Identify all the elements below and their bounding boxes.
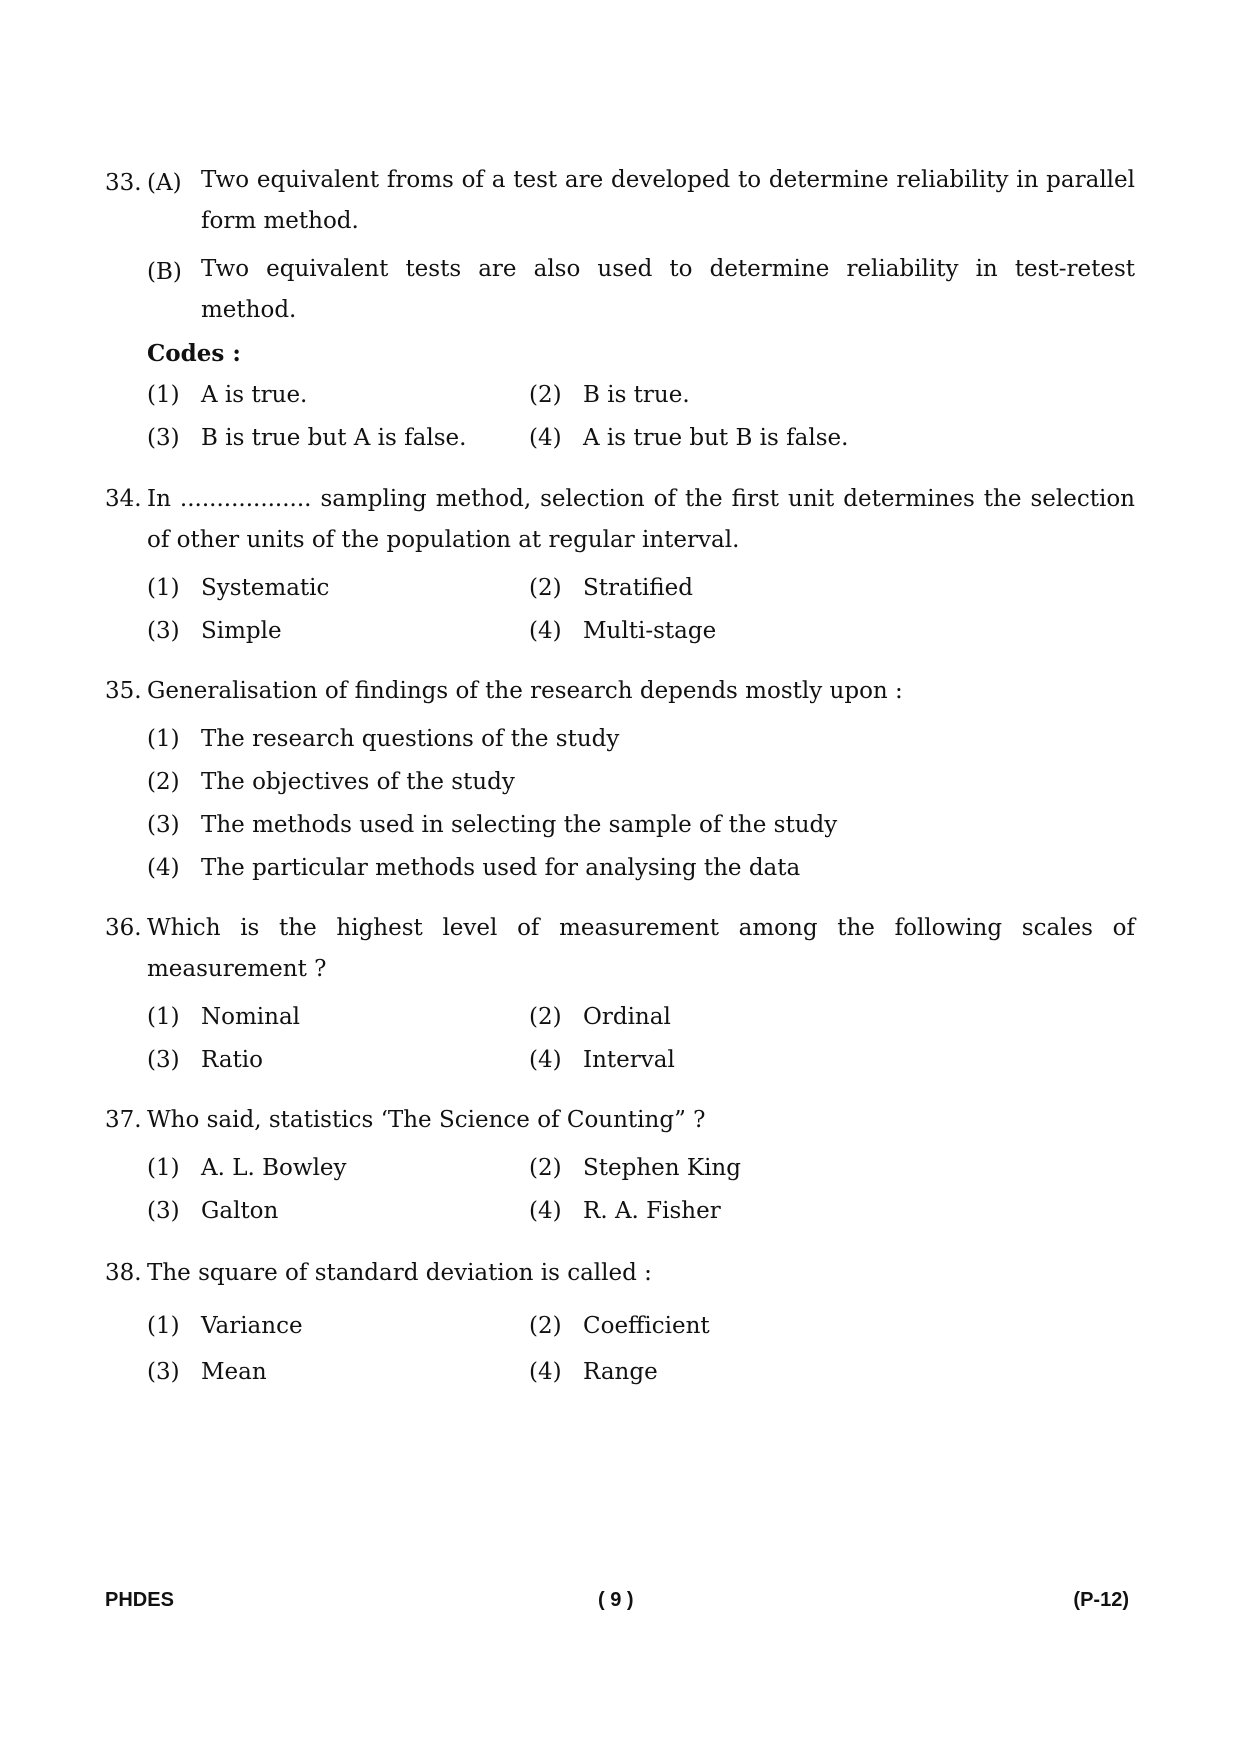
- question-number: 33.: [105, 170, 142, 196]
- options-row: [105, 610, 1135, 653]
- option-number: (4): [529, 1198, 562, 1224]
- option-number: (2): [147, 769, 180, 795]
- option-number: (4): [529, 1047, 562, 1073]
- question-33-body: [105, 160, 1135, 460]
- option-number: (2): [529, 382, 562, 408]
- codes-label: Codes :: [147, 340, 241, 367]
- option-number: (2): [529, 575, 562, 601]
- question-number: 36.: [105, 915, 142, 941]
- option-number: (3): [147, 1047, 180, 1073]
- option-text: R. A. Fisher: [583, 1198, 721, 1224]
- option-number: (1): [147, 1313, 180, 1339]
- option-number: (3): [147, 1198, 180, 1224]
- option-text: B is true but A is false.: [201, 425, 467, 451]
- question-text: Which is the highest level of measurement among the following scales of measurement ?: [147, 915, 1135, 982]
- question-text: Who said, statistics ‘The Science of Counting” ?: [147, 1107, 706, 1133]
- option-text: Coefficient: [583, 1313, 710, 1339]
- option-number: (1): [147, 1155, 180, 1181]
- question-36: [105, 908, 1135, 1082]
- options-row: [105, 417, 1135, 460]
- option-number: (2): [529, 1155, 562, 1181]
- option-number: (3): [147, 618, 180, 644]
- question-text: In .................. sampling method, selection of the first unit determines the selection of other units of the population at regular interval.: [147, 486, 1135, 553]
- statement-label: (B): [147, 259, 182, 285]
- option-text: A is true but B is false.: [583, 425, 849, 451]
- statement-b: [105, 249, 1135, 331]
- option-text: Nominal: [201, 1004, 301, 1030]
- option-text: Ordinal: [583, 1004, 671, 1030]
- option-number: (3): [147, 812, 180, 838]
- option-3[interactable]: [105, 804, 1135, 847]
- option-text: Interval: [583, 1047, 675, 1073]
- options-row: [105, 374, 1135, 417]
- option-number: (1): [147, 726, 180, 752]
- option-text: The methods used in selecting the sample of the study: [201, 812, 838, 838]
- question-number: 35.: [105, 678, 142, 704]
- option-text: Variance: [201, 1313, 303, 1339]
- page-number: ( 9 ): [598, 1589, 634, 1611]
- options-row: [105, 1303, 1135, 1349]
- option-number: (3): [147, 1359, 180, 1385]
- statement-text: Two equivalent tests are also used to determine reliability in test-retest method.: [201, 256, 1135, 323]
- statement-label: (A): [147, 170, 182, 196]
- option-1[interactable]: [105, 718, 1135, 761]
- question-number: 38.: [105, 1260, 142, 1286]
- question-34: [105, 479, 1135, 653]
- option-number: (4): [529, 1359, 562, 1385]
- options-row: [105, 996, 1135, 1039]
- options-row: [105, 1349, 1135, 1395]
- options-row: [105, 1039, 1135, 1082]
- option-text: The objectives of the study: [201, 769, 515, 795]
- statement-a: [105, 160, 1135, 242]
- option-text: Simple: [201, 618, 282, 644]
- option-text: Stratified: [583, 575, 693, 601]
- option-number: (2): [529, 1004, 562, 1030]
- question-37: [105, 1100, 1135, 1233]
- question-38: [105, 1253, 1135, 1395]
- paper-code: (P-12): [1073, 1589, 1129, 1611]
- question-text: Generalisation of findings of the research depends mostly upon :: [147, 678, 903, 704]
- question-text: The square of standard deviation is called :: [147, 1260, 652, 1286]
- footer-code: PHDES: [105, 1589, 174, 1611]
- option-number: (3): [147, 425, 180, 451]
- option-number: (1): [147, 1004, 180, 1030]
- option-4[interactable]: [105, 847, 1135, 890]
- option-number: (4): [147, 855, 180, 881]
- option-text: Galton: [201, 1198, 279, 1224]
- option-number: (4): [529, 618, 562, 644]
- options-row: [105, 567, 1135, 610]
- options-row: [105, 1147, 1135, 1190]
- option-number: (2): [529, 1313, 562, 1339]
- option-2[interactable]: [105, 761, 1135, 804]
- options-row: [105, 1190, 1135, 1233]
- option-text: The research questions of the study: [201, 726, 620, 752]
- question-number: 34.: [105, 486, 142, 512]
- option-text: A. L. Bowley: [201, 1155, 347, 1181]
- option-number: (1): [147, 575, 180, 601]
- option-text: Stephen King: [583, 1155, 741, 1181]
- option-number: (1): [147, 382, 180, 408]
- option-text: Ratio: [201, 1047, 264, 1073]
- option-text: Mean: [201, 1359, 267, 1385]
- option-text: Range: [583, 1359, 658, 1385]
- option-number: (4): [529, 425, 562, 451]
- question-number: 37.: [105, 1107, 142, 1133]
- option-text: The particular methods used for analysing the data: [201, 855, 801, 881]
- option-text: Multi-stage: [583, 618, 717, 644]
- option-text: A is true.: [201, 382, 308, 408]
- statement-text: Two equivalent froms of a test are developed to determine reliability in parallel form method.: [201, 167, 1135, 234]
- question-35: [105, 671, 1135, 890]
- option-text: B is true.: [583, 382, 690, 408]
- option-text: Systematic: [201, 575, 330, 601]
